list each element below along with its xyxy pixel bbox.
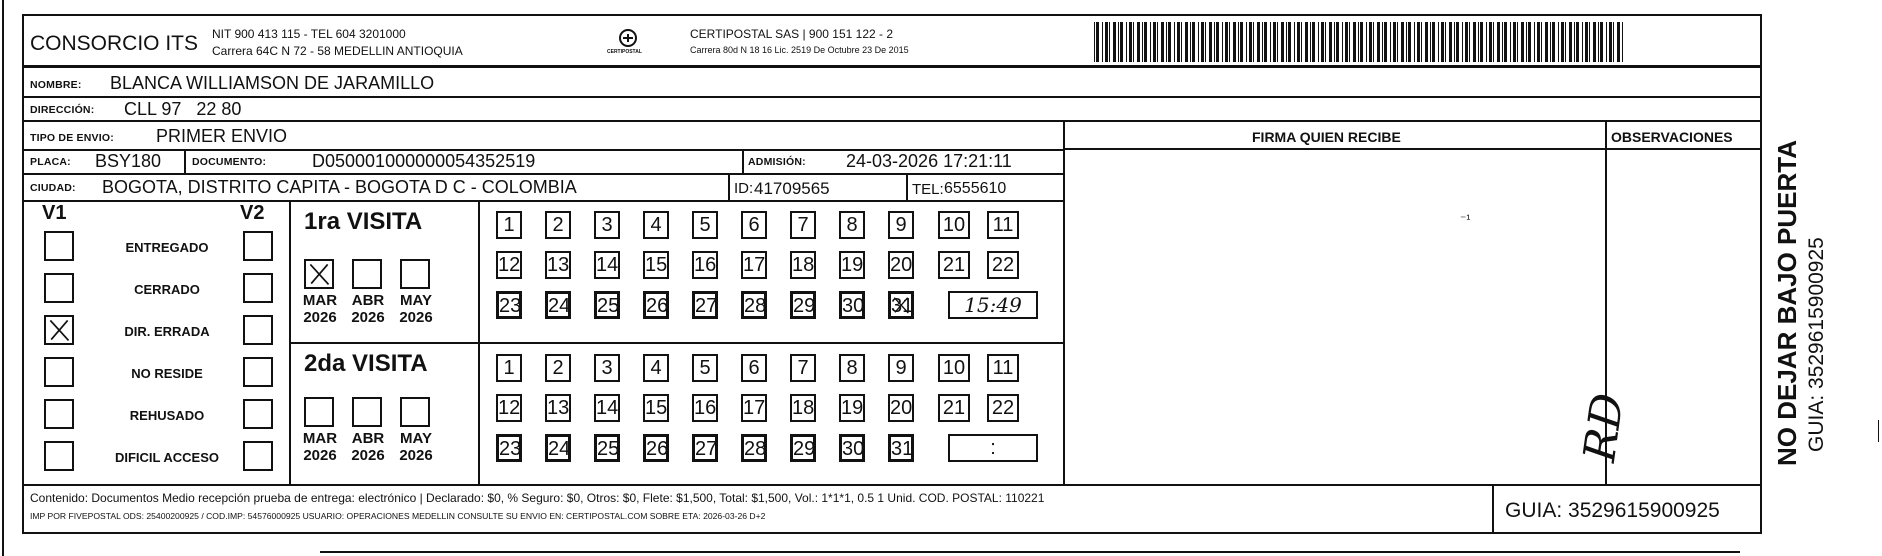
stray-mark: ⁻¹ — [1460, 212, 1471, 226]
day-box[interactable] — [496, 434, 522, 462]
courier-name: CERTIPOSTAL SAS | 900 151 122 - 2 — [690, 27, 893, 41]
day-box[interactable] — [987, 211, 1019, 239]
status-label: ENTREGADO — [125, 240, 209, 255]
day-box[interactable] — [790, 354, 816, 382]
year-label: 2026 — [399, 309, 433, 326]
day-number: 1 — [503, 357, 515, 379]
v2-checkbox[interactable] — [243, 441, 273, 471]
day-box[interactable] — [545, 211, 571, 239]
month-label: ABR — [351, 430, 385, 447]
day-number: 16 — [694, 397, 717, 419]
day-box[interactable] — [741, 251, 767, 279]
day-box[interactable] — [692, 291, 718, 319]
day-number: 28 — [744, 295, 767, 317]
observaciones-header: OBSERVACIONES — [1611, 129, 1733, 145]
admision-label: ADMISIÓN: — [748, 156, 806, 168]
day-number: 25 — [597, 295, 620, 317]
visit1-title: 1ra VISITA — [304, 208, 423, 235]
day-box[interactable] — [594, 251, 620, 279]
status-label: DIFICIL ACCESO — [114, 450, 219, 465]
year-label: 2026 — [399, 447, 433, 464]
day-number: 24 — [548, 438, 571, 460]
day-box[interactable] — [594, 394, 620, 422]
day-number: 6 — [748, 357, 760, 379]
day-number: 7 — [797, 214, 809, 236]
day-number: 11 — [992, 357, 1014, 379]
day-number: 3 — [601, 357, 613, 379]
day-box[interactable] — [594, 291, 620, 319]
day-box[interactable] — [987, 251, 1019, 279]
day-box[interactable] — [888, 291, 914, 319]
footer-guia: GUIA: 3529615900925 — [1505, 499, 1720, 522]
placa-value: BSY180 — [95, 151, 162, 171]
status-label: REHUSADO — [129, 408, 205, 423]
month-label: MAR — [302, 292, 338, 309]
day-box[interactable] — [839, 354, 865, 382]
status-label: DIR. ERRADA — [124, 324, 210, 339]
day-number: 23 — [499, 438, 522, 460]
day-number: 18 — [792, 397, 815, 419]
day-box[interactable] — [643, 394, 669, 422]
v2-checkbox[interactable] — [243, 399, 273, 429]
id-value: 41709565 — [754, 179, 830, 198]
day-number: 9 — [895, 357, 907, 379]
day-box[interactable] — [545, 434, 571, 462]
time-box[interactable] — [948, 291, 1038, 319]
v2-checkbox[interactable] — [243, 273, 273, 303]
id-label: ID: — [734, 180, 754, 197]
day-box[interactable] — [839, 434, 865, 462]
day-box[interactable] — [839, 394, 865, 422]
day-box[interactable] — [594, 354, 620, 382]
day-number: 27 — [695, 438, 718, 460]
time-value: : — [990, 437, 996, 459]
day-box[interactable] — [692, 394, 718, 422]
day-number: 21 — [942, 254, 966, 276]
day-box[interactable] — [545, 394, 571, 422]
visit2-title: 2da VISITA — [304, 350, 428, 377]
month-label: MAR — [302, 430, 338, 447]
day-box[interactable] — [741, 354, 767, 382]
day-box[interactable] — [545, 291, 571, 319]
ciudad-value: BOGOTA, DISTRITO CAPITA - BOGOTA D C - COLOMBIA — [102, 177, 577, 197]
direccion-label: DIRECCIÓN: — [30, 104, 95, 116]
barcode — [1094, 22, 1626, 62]
day-box[interactable] — [692, 354, 718, 382]
day-box[interactable] — [741, 434, 767, 462]
day-number: 5 — [699, 214, 711, 236]
day-number: 22 — [991, 254, 1015, 276]
day-box[interactable] — [741, 394, 767, 422]
v2-header: V2 — [240, 202, 265, 224]
day-number: 8 — [846, 214, 858, 236]
day-number: 29 — [793, 438, 816, 460]
day-number: 21 — [942, 397, 966, 419]
day-box[interactable] — [545, 354, 571, 382]
day-box[interactable] — [888, 354, 914, 382]
day-box[interactable] — [545, 251, 571, 279]
day-number: 27 — [695, 295, 718, 317]
day-x-mark — [891, 294, 914, 317]
year-label: 2026 — [351, 309, 385, 326]
v1-checkbox[interactable] — [44, 315, 74, 345]
day-box[interactable] — [496, 211, 522, 239]
day-number: 24 — [548, 295, 571, 317]
status-label: CERRADO — [134, 282, 200, 297]
day-number: 18 — [792, 254, 815, 276]
nombre-label: NOMBRE: — [30, 79, 82, 91]
day-number: 1 — [503, 214, 515, 236]
day-box[interactable] — [741, 211, 767, 239]
day-box[interactable] — [938, 354, 970, 382]
day-box[interactable] — [692, 434, 718, 462]
day-number: 31 — [891, 438, 914, 460]
day-number: 14 — [596, 397, 619, 419]
day-number: 19 — [841, 397, 864, 419]
day-number: 20 — [890, 254, 913, 276]
month-checkbox[interactable] — [352, 259, 382, 289]
day-number: 26 — [646, 295, 669, 317]
day-box[interactable] — [987, 394, 1019, 422]
day-box[interactable] — [496, 291, 522, 319]
tipo-envio-label: TIPO DE ENVIO: — [30, 132, 114, 144]
side-warning — [1764, 94, 1844, 466]
v1-checkbox[interactable] — [44, 231, 74, 261]
day-number: 3 — [601, 214, 613, 236]
day-number: 12 — [498, 254, 521, 276]
day-number: 19 — [841, 254, 864, 276]
day-number: 10 — [942, 214, 966, 236]
day-box[interactable] — [594, 211, 620, 239]
time-value: 15:49 — [964, 293, 1022, 317]
footer-line2: IMP POR FIVEPOSTAL ODS: 25400200925 / COD.IMP: 54576000925 USUARIO: OPERACIONES MEDELLIN CONSULTE SU ENVIO EN: CERTIPOSTAL.COM SOBRE ETA: 2026-03-26 D+2 — [30, 511, 766, 521]
tipo-envio-value: PRIMER ENVIO — [156, 126, 288, 146]
day-box[interactable] — [790, 211, 816, 239]
v2-checkbox[interactable] — [243, 231, 273, 261]
day-box[interactable] — [496, 251, 522, 279]
logo-caption: CERTIPOSTAL — [607, 49, 642, 55]
v1-checkbox[interactable] — [44, 273, 74, 303]
day-number: 31 — [891, 295, 914, 317]
day-box[interactable] — [938, 394, 970, 422]
footer-line1: Contenido: Documentos Medio recepción prueba de entrega: electrónico | Declarado: $0, % Seguro: $0, Otros: $0, Flete: $1,500, Total: $1,500, Vol.: 1*1*1, 0.5 1 Unid. COD. POSTAL: 110221 — [30, 491, 1045, 505]
day-box[interactable] — [692, 251, 718, 279]
day-box[interactable] — [888, 394, 914, 422]
day-number: 8 — [846, 357, 858, 379]
day-number: 25 — [597, 438, 620, 460]
day-number: 13 — [547, 397, 570, 419]
day-number: 29 — [793, 295, 816, 317]
year-label: 2026 — [303, 447, 337, 464]
day-number: 7 — [797, 357, 809, 379]
v1-checkbox[interactable] — [44, 399, 74, 429]
v1-checkbox[interactable] — [44, 357, 74, 387]
company-nit: NIT 900 413 115 - TEL 604 3201000 — [212, 27, 406, 41]
day-number: 13 — [547, 254, 570, 276]
month-checkbox[interactable] — [304, 259, 334, 289]
day-box[interactable] — [496, 354, 522, 382]
direccion-value: CLL 97 22 80 — [124, 99, 242, 119]
documento-value: D050001000000054352519 — [312, 151, 536, 171]
day-number: 9 — [895, 214, 907, 236]
v1-checkbox[interactable] — [44, 441, 74, 471]
day-number: 12 — [498, 397, 521, 419]
day-number: 2 — [552, 214, 564, 236]
year-label: 2026 — [303, 309, 337, 326]
firma-header: FIRMA QUIEN RECIBE — [1252, 129, 1401, 145]
nombre-value: BLANCA WILLIAMSON DE JARAMILLO — [110, 73, 435, 93]
day-box[interactable] — [938, 251, 970, 279]
company-address: Carrera 64C N 72 - 58 MEDELLIN ANTIOQUIA — [212, 44, 463, 58]
month-checkbox[interactable] — [400, 259, 430, 289]
documento-label: DOCUMENTO: — [192, 156, 267, 168]
side-no-dejar: NO DEJAR BAJO PUERTA — [1772, 139, 1802, 466]
courier-address: Carrera 80d N 18 16 Lic. 2519 De Octubre 23 De 2015 — [690, 45, 909, 55]
status-label: NO RESIDE — [131, 366, 203, 381]
admision-value: 24-03-2026 17:21:11 — [846, 151, 1012, 171]
day-number: 6 — [748, 214, 760, 236]
signature-handwriting: RD — [1574, 390, 1635, 465]
day-box[interactable] — [888, 211, 914, 239]
day-box[interactable] — [987, 354, 1019, 382]
day-box[interactable] — [594, 434, 620, 462]
month-checkbox[interactable] — [400, 397, 430, 427]
day-number: 17 — [743, 397, 766, 419]
day-number: 4 — [650, 357, 662, 379]
day-box[interactable] — [839, 211, 865, 239]
day-box[interactable] — [692, 211, 718, 239]
tel-value: 6555610 — [944, 180, 1007, 197]
day-box[interactable] — [643, 291, 669, 319]
day-number: 30 — [842, 438, 865, 460]
ciudad-label: CIUDAD: — [30, 182, 76, 194]
day-box[interactable] — [790, 434, 816, 462]
v1-header: V1 — [42, 202, 67, 224]
day-box[interactable] — [839, 251, 865, 279]
v2-checkbox[interactable] — [243, 315, 273, 345]
day-box[interactable] — [790, 251, 816, 279]
day-number: 2 — [552, 357, 564, 379]
company-name: CONSORCIO ITS — [30, 32, 199, 55]
v2-checkbox[interactable] — [243, 357, 273, 387]
day-box[interactable] — [643, 211, 669, 239]
day-number: 14 — [596, 254, 619, 276]
day-box[interactable] — [741, 291, 767, 319]
day-box[interactable] — [888, 434, 914, 462]
day-box[interactable] — [496, 394, 522, 422]
side-guia: GUIA: 3529615900925 — [1805, 237, 1828, 452]
time-box[interactable] — [948, 434, 1038, 462]
month-checkbox[interactable] — [352, 397, 382, 427]
placa-label: PLACA: — [30, 156, 71, 168]
day-number: 20 — [890, 397, 913, 419]
day-number: 11 — [992, 214, 1014, 236]
month-label: MAY — [400, 292, 432, 309]
day-number: 4 — [650, 214, 662, 236]
day-number: 5 — [699, 357, 711, 379]
day-number: 30 — [842, 295, 865, 317]
tel-label: TEL: — [912, 181, 944, 198]
day-number: 28 — [744, 438, 767, 460]
month-label: ABR — [351, 292, 385, 309]
day-box[interactable] — [839, 291, 865, 319]
day-number: 17 — [743, 254, 766, 276]
day-box[interactable] — [790, 394, 816, 422]
month-checkbox[interactable] — [304, 397, 334, 427]
day-box[interactable] — [643, 354, 669, 382]
day-number: 15 — [645, 254, 668, 276]
year-label: 2026 — [351, 447, 385, 464]
month-label: MAY — [400, 430, 432, 447]
day-number: 23 — [499, 295, 522, 317]
day-box[interactable] — [938, 211, 970, 239]
day-number: 16 — [694, 254, 717, 276]
day-box[interactable] — [643, 434, 669, 462]
day-number: 15 — [645, 397, 668, 419]
day-number: 26 — [646, 438, 669, 460]
day-box[interactable] — [790, 291, 816, 319]
day-number: 22 — [991, 397, 1015, 419]
day-box[interactable] — [888, 251, 914, 279]
day-box[interactable] — [643, 251, 669, 279]
day-number: 10 — [942, 357, 966, 379]
